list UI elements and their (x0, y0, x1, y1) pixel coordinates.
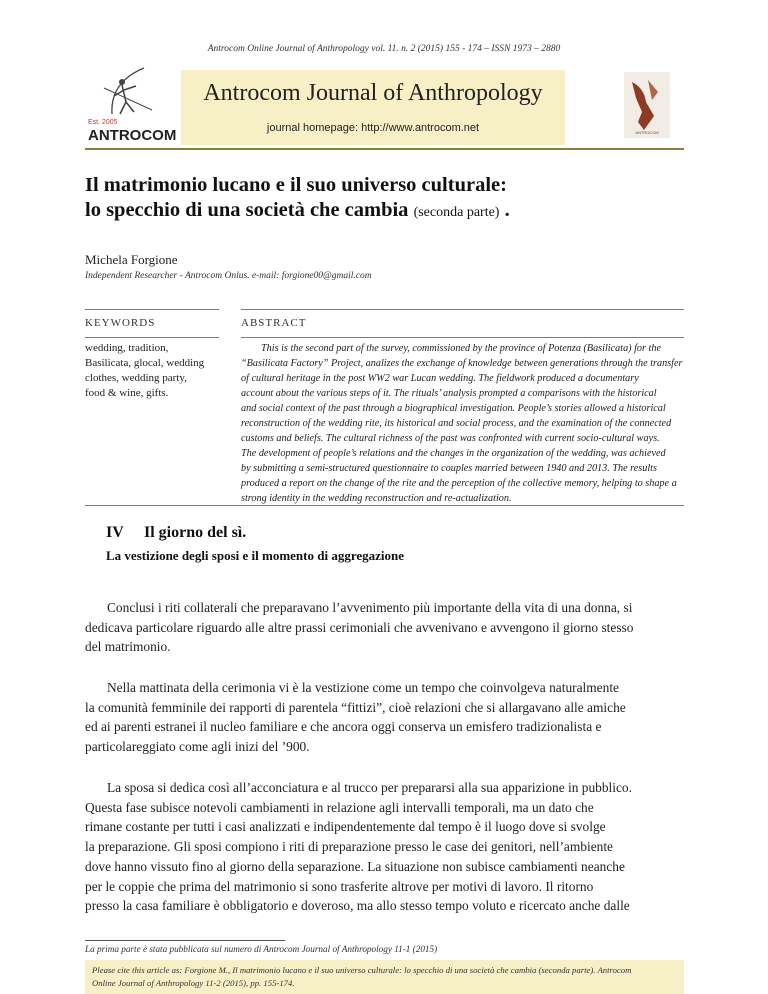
paragraph-line: Conclusi i riti collaterali che preparavano l’avvenimento più importante della vita di una donna, si (107, 600, 633, 615)
abstract-text (241, 341, 683, 506)
keywords-rule-top (85, 309, 219, 310)
paragraph-line: del matrimonio. (85, 639, 171, 655)
antrocom-logo (82, 62, 178, 142)
abstract-bottom-rule (85, 505, 684, 506)
paragraph-line: presso la casa familiare è obbligatorio e doveroso, ma allo stesso tempo voluto e ricercato anche dalle (85, 898, 630, 914)
paragraph-line: la comunità femminile dei rapporti di parentela “fittizi”, cioè relazioni che si allargavano alle amiche (85, 699, 626, 715)
title-part: (seconda parte) (413, 205, 500, 220)
abstract-line: strong identity in the wedding reconstruction and re-actualization. (241, 493, 512, 504)
running-header: Antrocom Online Journal of Anthropology vol. 11. n. 2 (2015) 155 - 174 – ISSN 1973 – 2880 (207, 44, 561, 54)
keyword-line: wedding, tradition, (85, 342, 169, 354)
keywords-heading: KEYWORDS (85, 317, 156, 329)
journal-title: Antrocom Journal of Anthropology (203, 80, 543, 106)
abstract-line: reconstruction of the wedding rite, its historical and social process, and the examination of the connected (241, 418, 672, 429)
paragraph-line: Nella mattinata della cerimonia vi è la vestizione come un tempo che coinvolgeva naturalmente (107, 680, 619, 695)
abstract-heading: ABSTRACT (241, 317, 307, 329)
keywords-rule-bottom (85, 337, 219, 338)
section-heading (106, 524, 246, 542)
abstract-line: by submitting a semi-structured questionnaire to couples married between 1940 and 2013. The results (241, 463, 657, 474)
paragraph-line: rimane costante per tutti i casi analizzati e indipendentemente dal tempo è il luogo dove si svolge (85, 819, 606, 835)
subsection-heading: La vestizione degli sposi e il momento di aggregazione (106, 548, 405, 563)
paragraph-line: la preparazione. Gli sposi compiono i riti di preparazione presso le case dei genitori, nell’ambiente (85, 839, 614, 855)
journal-cover-image (624, 72, 670, 138)
keywords-list (85, 341, 253, 401)
abstract-line: The development of people’s relations and the changes in the organization of the wedding, was achieved (241, 448, 666, 459)
svg-text:ANTROCOM: ANTROCOM (635, 130, 659, 135)
header-rule (85, 148, 684, 150)
paragraph-line: dove hanno vissuto fino al giorno della separazione. La situazione non subisce cambiamenti neanche (85, 858, 625, 874)
footnote-rule (85, 940, 285, 941)
paragraph-line: La sposa si dedica così all’acconciatura e al trucco per prepararsi alla sua apparizione in pubblico. (107, 780, 632, 795)
paragraph-line: Questa fase subisce notevoli cambiamenti in relazione agli intervalli temporali, ma un dato che (85, 799, 594, 815)
paragraph-line: ed ai parenti estranei il nucleo familiare e che ancora oggi conserva un emisfero tradizionalista e (85, 719, 602, 735)
author-name: Michela Forgione (85, 252, 178, 267)
body-paragraph-2 (85, 678, 684, 757)
keyword-line: clothes, wedding party, (85, 372, 187, 384)
title-line-2: lo specchio di una società che cambia (85, 199, 409, 221)
abstract-line: account about the various steps of it. The rituals’ analysis prompted a comparisons with the historical (241, 388, 657, 399)
abstract-line: and social context of the past through a biographical investigation. People’s stories allowed a historical (241, 403, 666, 414)
body-paragraph-3 (85, 778, 684, 916)
svg-text:ANTROCOM: ANTROCOM (88, 127, 177, 142)
paragraph-line: dedicava particolare riguardo alle altre prassi cerimoniali che avvenivano e avvengono il giorno stesso (85, 619, 634, 635)
abstract-line: customs and beliefs. The cultural richness of the past was confronted with current socio-cultural ways. (241, 433, 660, 444)
journal-homepage-link[interactable]: journal homepage: http://www.antrocom.net (266, 122, 480, 134)
footnote: La prima parte è stata pubblicata sul numero di Antrocom Journal of Anthropology 11-1 (2015) (85, 944, 438, 954)
paragraph-line: particolareggiato come agli inizi del ’900. (85, 739, 310, 755)
article-title (85, 173, 685, 225)
abstract-line: This is the second part of the survey, commissioned by the province of Potenza (Basilicata) for the (261, 343, 661, 354)
abstract-line: of cultural heritage in the post WW2 war Lucan wedding. The fieldwork produced a documentary (241, 373, 639, 384)
citation-line: Online Journal of Anthropology 11-2 (2015), pp. 155-174. (92, 978, 295, 988)
citation-text (92, 964, 678, 990)
keyword-line: food & wine, gifts. (85, 387, 169, 399)
author-affiliation: Independent Researcher - Antrocom Onlus. e-mail: forgione00@gmail.com (85, 271, 372, 281)
section-number: IV (106, 524, 124, 541)
body-paragraph-1 (85, 598, 684, 657)
section-title: Il giorno del sì. (144, 524, 247, 541)
svg-text:Est. 2005: Est. 2005 (88, 119, 118, 126)
title-end: . (504, 199, 510, 221)
abstract-line: produced a report on the change of the rite and the perception of the collective memory, helping to shape a (241, 478, 677, 489)
title-line-1: Il matrimonio lucano e il suo universo culturale: (85, 174, 507, 196)
abstract-rule-bottom (241, 337, 684, 338)
paragraph-line: per le coppie che prima del matrimonio si sono trasferite altrove per motivi di lavoro. Il ritorno (85, 878, 594, 894)
abstract-rule-top (241, 309, 684, 310)
abstract-line: “Basilicata Factory” Project, analizes the exchange of knowledge between generations through the transfer (241, 358, 683, 369)
keyword-line: Basilicata, glocal, wedding (85, 357, 205, 369)
citation-line: Please cite this article as: Forgione M., Il matrimonio lucano e il suo universo culturale: lo specchio di una società che cambia (seconda parte). Antrocom (92, 965, 632, 975)
